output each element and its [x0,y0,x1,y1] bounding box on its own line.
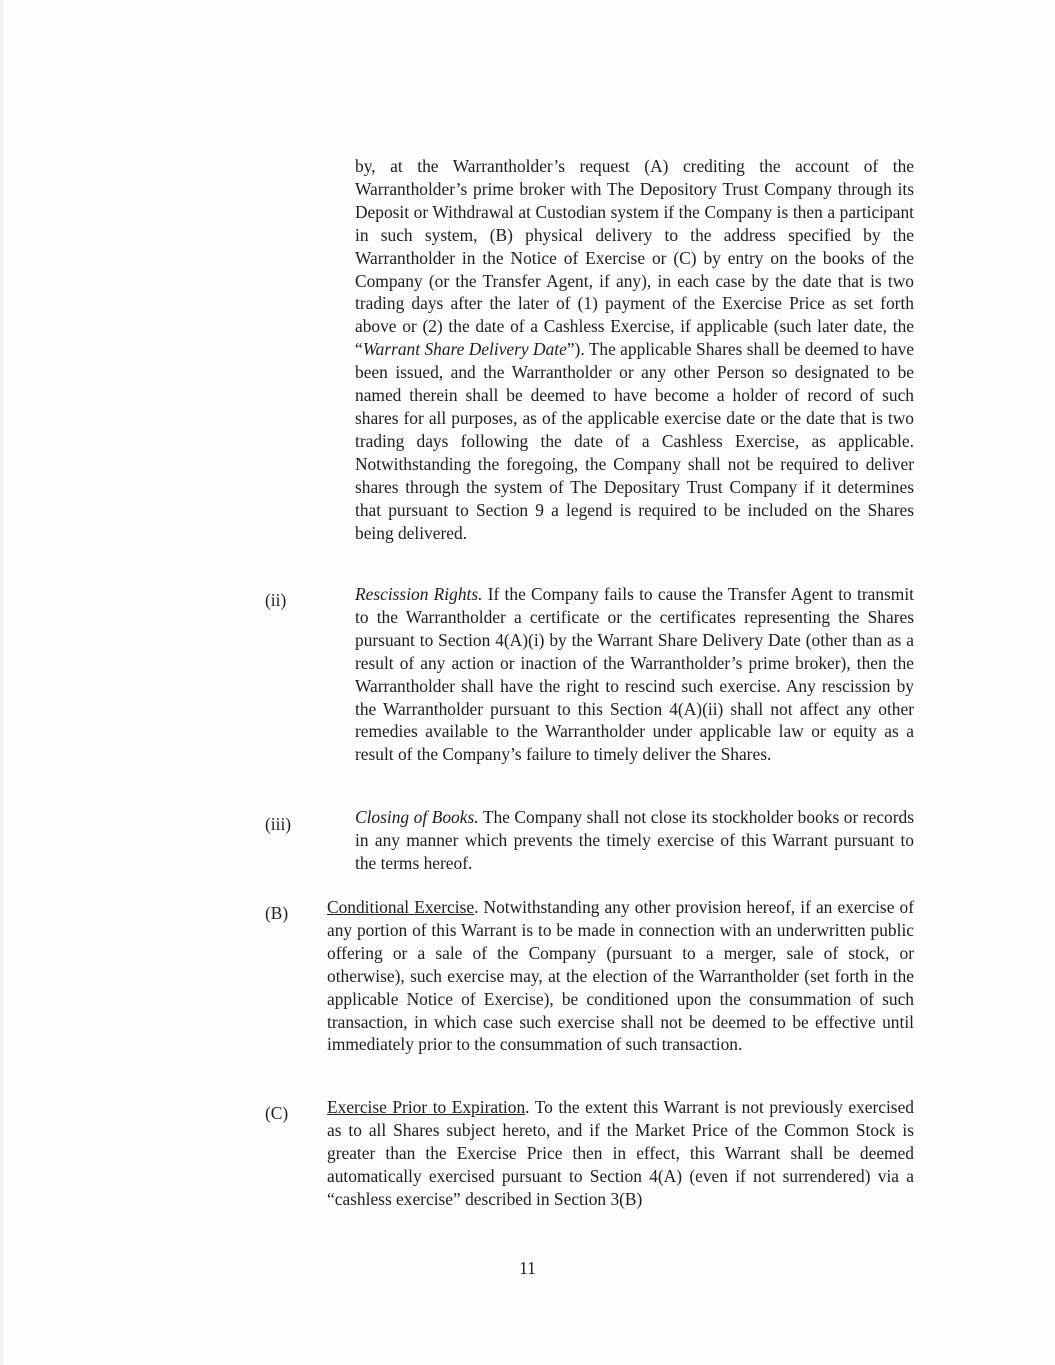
paragraph-text: by, at the Warrantholder’s request (A) crediting the account of the Warrantholder’s prime broker with The Depository Trust Company through its Deposit or Withdrawal at Custodian system if the Company is then a participant in such system, (B) physical delivery to the address specified by the Warrantholder in the Notice of Exercise or (C) by entry on the books of the Company (or the Transfer Agent, if any), in each case by the date that is two trading days after the later of (1) payment of the Exercise Price as set forth above or (2) the date of a Cashless Exercise, if applicable (such later date, the “ [355,156,914,360]
item-body: The Company shall not close its stockholder books or records in any manner which prevents the timely exercise of this Warrant pursuant to the terms hereof. [355,807,914,873]
defined-term: Warrant Share Delivery Date [362,339,567,360]
item-body: . To the extent this Warrant is not previously exercised as to all Shares subject hereto, and if the Market Price of the Common Stock is greater than the Exercise Price then in effect, this Warrant shall be deemed automatically exercised pursuant to Section 4(A) (even if not surrendered) via a “cashless exercise” described in Section 3(B) [327,1097,914,1209]
item-ii-paragraph [355,583,914,766]
item-body: . Notwithstanding any other provision hereof, if an exercise of any portion of this Warrant is to be made in connection with an underwritten public offering or a sale of the Company (pursuant to a merger, sale of stock, or otherwise), such exercise may, at the election of the Warrantholder (set forth in the applicable Notice of Exercise), be conditioned upon the consummation of such transaction, in which case such exercise shall not be deemed to be effective until immediately prior to the consummation of such transaction. [327,897,914,1055]
item-heading: Closing of Books. [355,807,479,827]
page-edge [0,0,3,1365]
item-body: If the Company fails to cause the Transfer Agent to transmit to the Warrantholder a certificate or the certificates representing the Shares pursuant to Section 4(A)(i) by the Warrant Share Delivery Date (other than as a result of any action or inaction of the Warrantholder’s prime broker), then the Warrantholder shall have the right to rescind such exercise. Any rescission by the Warrantholder pursuant to this Section 4(A)(ii) shall not affect any other remedies available to the Warrantholder under applicable law or equity as a result of the Company’s failure to timely deliver the Shares. [355,584,914,765]
item-C-paragraph [327,1096,914,1211]
page-number: 11 [519,1258,536,1278]
item-heading: Exercise Prior to Expiration [327,1097,526,1117]
item-heading: Rescission Rights. [355,584,483,604]
item-B-paragraph [327,896,914,1056]
item-number-C: (C) [265,1103,289,1123]
item-iii-paragraph [355,806,914,875]
item-number-iii: (iii) [265,814,292,834]
paragraph-text: ”). The applicable Shares shall be deemed to have been issued, and the Warrantholder or any other Person so designated to be named therein shall be deemed to have become a holder of record of such shares for all purposes, as of the applicable exercise date or the date that is two trading days following the date of a Cashless Exercise, as applicable. Notwithstanding the foregoing, the Company shall not be required to deliver shares through the system of The Depositary Trust Company if it determines that pursuant to Section 9 a legend is required to be included on the Shares being delivered. [355,339,914,543]
item-number-B: (B) [265,903,289,923]
continuation-paragraph [355,155,914,544]
item-number-ii: (ii) [265,590,287,610]
item-heading: Conditional Exercise [327,897,475,917]
